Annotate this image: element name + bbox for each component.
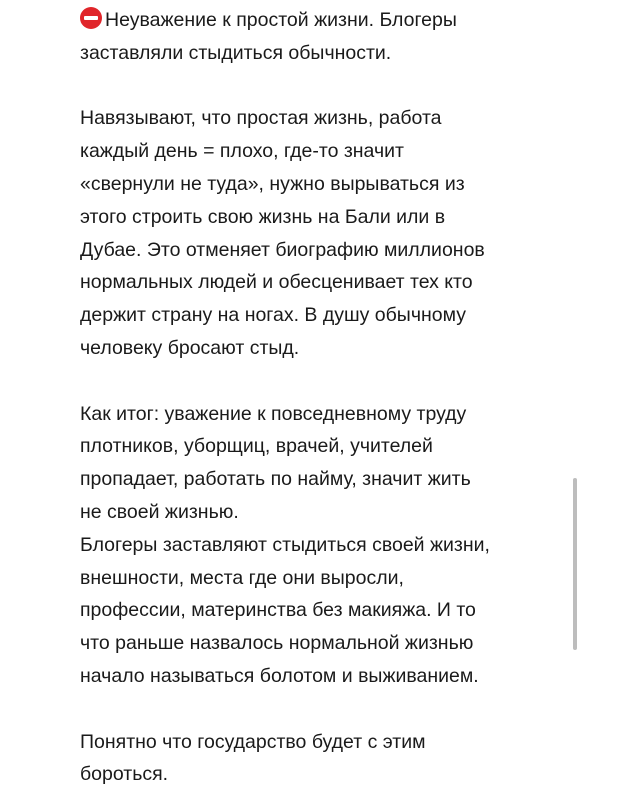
text-line: плотников, уборщиц, врачей, учителей <box>80 435 433 458</box>
text-line: держит страну на ногах. В душу обычному <box>80 304 466 327</box>
paragraph-3 <box>80 398 560 693</box>
text-line: каждый день = плохо, где-то значит <box>80 140 404 163</box>
text-line: профессии, материнства без макияжа. И то <box>80 599 476 622</box>
no-entry-icon <box>80 7 102 29</box>
text-line: что раньше назвалось нормальной жизнью <box>80 632 474 655</box>
text-line: заставляли стыдиться обычности. <box>80 41 392 64</box>
paragraph-4 <box>80 726 560 792</box>
text-line: этого строить свою жизнь на Бали или в <box>80 205 446 228</box>
text-line: внешности, места где они выросли, <box>80 566 404 589</box>
line-text: Неуважение к простой жизни. Блогеры <box>105 9 457 31</box>
text-line: человеку бросают стыд. <box>80 336 300 359</box>
text-line: начало называться болотом и выживанием. <box>80 664 479 687</box>
text-line: Как итог: уважение к повседневному труду <box>80 402 467 425</box>
text-line: Навязывают, что простая жизнь, работа <box>80 107 442 130</box>
text-line: Дубае. Это отменяет биографию миллионов <box>80 238 485 261</box>
text-line: бороться. <box>80 763 169 786</box>
text-line: Блогеры заставляют стыдиться своей жизни, <box>80 533 490 556</box>
text-line: нормальных людей и обесценивает тех кто <box>80 271 473 294</box>
text-line: не своей жизнью. <box>80 500 239 523</box>
paragraph-1 <box>80 4 560 70</box>
paragraph-2 <box>80 102 560 364</box>
scrollbar-thumb[interactable] <box>573 478 577 650</box>
text-line: «свернули не туда», нужно вырываться из <box>80 172 465 195</box>
text-line: Понятно что государство будет с этим <box>80 730 426 753</box>
post-text <box>80 4 560 791</box>
text-line <box>80 4 560 37</box>
text-line: пропадает, работать по найму, значит жить <box>80 468 471 491</box>
